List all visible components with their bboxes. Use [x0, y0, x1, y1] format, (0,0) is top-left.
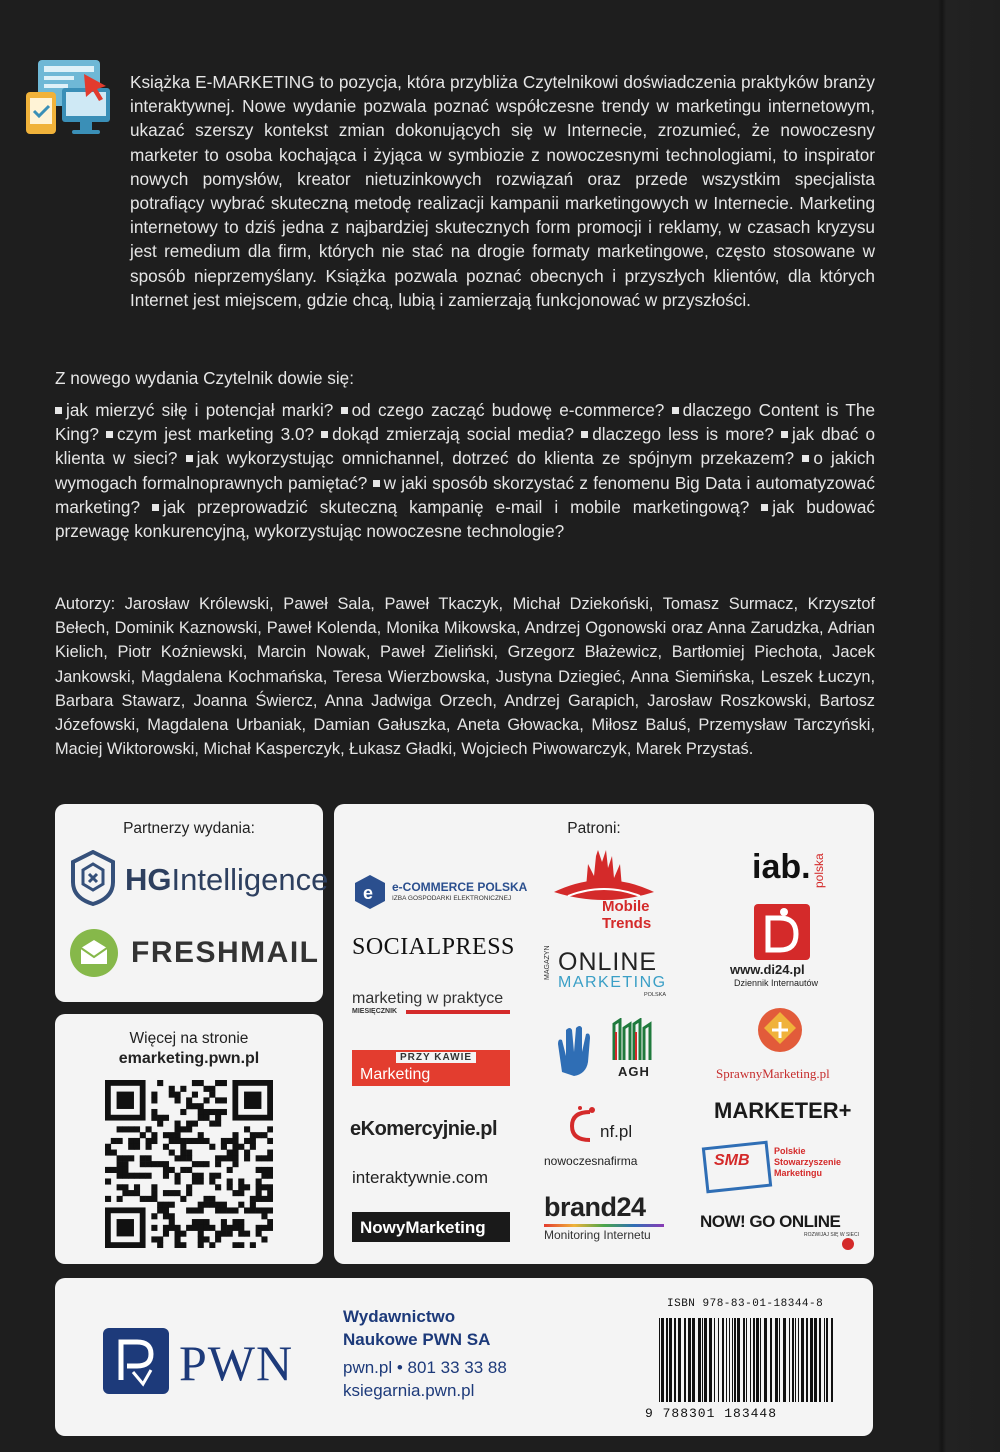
bullet-icon: [106, 431, 113, 438]
nowoczesna-firma-logo: [544, 1154, 637, 1168]
learn-item: jak budować przewagę konkurencyjną, wykorzystując nowoczesne technologie?: [55, 496, 875, 542]
bullet-icon: [802, 455, 809, 462]
learn-list: [55, 398, 875, 543]
sprawny-marketing-logo: SprawnyMarketing.pl: [716, 1066, 830, 1081]
di24-url: www.di24.pl: [730, 962, 805, 977]
book-spine: [938, 0, 1000, 1452]
learn-item: dlaczego less is more?: [592, 424, 782, 445]
qr-code[interactable]: [105, 1080, 273, 1248]
isbn-digits: 9 788301 183448: [645, 1406, 778, 1421]
di24-icon: [754, 904, 810, 960]
learn-item: jak mierzyć siłę i potencjał marki?: [66, 400, 341, 420]
przy-kawie-top: PRZY KAWIE: [396, 1052, 476, 1063]
iab-polska: polska: [812, 853, 826, 888]
learn-heading: Z nowego wydania Czytelnik dowie się:: [55, 368, 355, 388]
mwp-underline: [406, 1010, 510, 1014]
qr-panel: [55, 1014, 323, 1264]
learn-item: dokąd zmierzają social media?: [332, 424, 582, 445]
brand24-stripe: [544, 1224, 664, 1227]
smb-logo: SMB: [714, 1152, 750, 1169]
marketer-plus-logo: MARKETER+: [714, 1098, 852, 1123]
publisher-name-1: Wydawnictwo: [343, 1307, 456, 1326]
bullet-icon: [186, 455, 193, 462]
bullet-icon: [581, 431, 588, 438]
agh-logo: AGH: [618, 1064, 650, 1079]
mwp-sub: MIESIĘCZNIK: [352, 1008, 398, 1015]
pwn-logo-icon: [103, 1328, 169, 1394]
partners-title: Partnerzy wydania:: [123, 820, 255, 837]
svg-text:e: e: [363, 883, 374, 903]
online-polska: POLSKA: [644, 992, 667, 998]
sprawny-marketing-icon: [754, 1004, 806, 1064]
mobile-trends-logo: [602, 898, 651, 932]
iab-text: iab.: [752, 848, 811, 886]
partners-panel: [55, 804, 329, 1002]
socialpress-logo: SOCIALPRESS: [352, 934, 515, 960]
mobile-trends-line2: Trends: [602, 915, 652, 932]
heart-icon: [842, 1238, 854, 1250]
online-logo: ONLINE: [558, 948, 658, 976]
qr-url: emarketing.pwn.pl: [118, 1050, 260, 1067]
learn-item: dlaczego Content is The King?: [55, 400, 876, 445]
now-go-online-sub: ROZWIJAJ SIĘ W SIECI: [804, 1232, 860, 1238]
publisher-shop[interactable]: ksiegarnia.pwn.pl: [343, 1380, 475, 1400]
smb-name: [774, 1146, 841, 1179]
hands-logo-icon: [552, 1022, 600, 1078]
nf-icon: [562, 1104, 602, 1144]
learn-item: czym jest marketing 3.0?: [117, 424, 322, 445]
learn-item: o jakich wymogach formalnoprawnych pamiętać?: [55, 448, 875, 493]
bullet-icon: [152, 504, 159, 511]
bullet-icon: [55, 407, 62, 414]
bullet-icon: [761, 504, 768, 511]
isbn-label: ISBN 978-83-01-18344-8: [667, 1298, 824, 1310]
hg-bold: HG: [125, 862, 172, 897]
hg-rest: Intelligence: [171, 862, 329, 897]
nf-logo: nf.pl: [600, 1122, 633, 1141]
ecommerce-polska-logo: e-COMMERCE POLSKA: [392, 880, 528, 894]
ecommerce-polska-sub: IZBA GOSPODARKI ELEKTRONICZNEJ: [392, 895, 512, 902]
smb-line2: Stowarzyszenie: [774, 1157, 842, 1167]
patrons-panel: [334, 804, 874, 1264]
publisher-contact[interactable]: pwn.pl • 801 33 33 88: [343, 1358, 507, 1377]
smb-line1: Polskie: [774, 1146, 806, 1156]
di24-sub: Dziennik Internautów: [734, 978, 819, 988]
authors-list: Autorzy: Jarosław Królewski, Paweł Sala, Paweł Tkaczyk, Michał Dziekoński, Tomasz Surmacz, Krzysztof Bełech, Dominik Kaznowski, Paweł Kolenda, Monika Mikowska, Andrzej Ogonowski oraz Anna Zarudzka, Adrian Kielich, Piotr Koźniewski, Marcin Nowak, Paweł Zieliński, Grzegorz Błażewicz, Bartłomiej Piechota, Jacek Jankowski, Magdalena Kochmańska, Teresa Wierzbowska, Justyna Dziegieć, Anna Siemińska, Leszek Łuczyn, Barbara Stawarz, Joanna Świercz, Anna Jadwiga Orzech, Andrzej Garapich, Jarosław Roszkowski, Bartosz Józefowski, Magdalena Urbaniak, Damian Gałuszka, Aneta Głowacka, Miłosz Baluś, Przemysław Tarczyński, Maciej Wiktorowski, Michał Kasperczyk, Łukasz Gładki, Wojciech Piwowarczyk, Marek Przystaś.: [55, 595, 875, 759]
qr-more-label: Więcej na stronie: [129, 1030, 249, 1047]
ecommerce-polska-icon: [354, 874, 386, 910]
publisher-panel: [55, 1278, 873, 1436]
bullet-icon: [672, 407, 679, 414]
agh-icon: [610, 1018, 654, 1062]
now-go-online-logo: NOW! GO ONLINE: [700, 1212, 841, 1231]
smb-line3: Marketingu: [774, 1168, 823, 1178]
learn-item: w jaki sposób skorzystać z fenomenu Big Data i automatyzować marketing?: [55, 472, 875, 517]
intro-text: Książka E-MARKETING to pozycja, która przybliża Czytelnikowi doświadczenia praktyków branży interaktywnej. Nowe wydanie pozwala poznać współczesne trendy w marketingu internetowym, ukazać szerszy kontekst zmian dokonujących się w Internecie, zrozumieć, że nowoczesny marketer to osoba kochająca i żyjąca w symbiozie z nowoczesnymi technologiami, to inspirator nowych pomysłów, kreator nietuzinkowych rozwiązań oraz przede wszystkim specjalista potrafiący wybrać skuteczną metodę realizacji kampanii marketingowych w Internecie. Marketing internetowy to dziś jedna z najbardziej skutecznych form promocji i reklamy, w czasach kryzysu jest remedium dla firm, których nie stać na drogie formaty marketingowe, często stosowane w sposób nieprzemyślany. Książka pozwala poznać obecnych i przyszłych klientów, dla których Internet jest miejscem, gdzie chcą, lubią i zamierzają funkcjonować w przyszłości.: [130, 72, 875, 310]
bullet-icon: [321, 431, 328, 438]
hg-intelligence-logo: [125, 862, 328, 898]
online-magazyn: MAGAZYN: [544, 945, 551, 980]
intro-paragraph: [55, 70, 875, 312]
bullet-icon: [341, 407, 348, 414]
barcode: [655, 1318, 837, 1402]
bullet-icon: [373, 480, 380, 487]
hg-shield-icon: [69, 850, 117, 906]
learn-item: od czego zacząć budowę e-commerce?: [351, 400, 672, 420]
patrons-title: Patroni:: [567, 820, 621, 837]
pwn-logo-text: PWN: [179, 1335, 294, 1391]
freshmail-logo: FRESHMAIL: [131, 936, 320, 969]
iab-logo: [752, 848, 811, 887]
brand24-logo: brand24: [544, 1192, 646, 1222]
learn-item: jak przeprowadzić skuteczną kampanię e-mail i mobile marketingową?: [163, 496, 762, 517]
bullet-icon: [781, 431, 788, 438]
freshmail-icon: [69, 928, 119, 978]
online-marketing-logo: MARKETING: [558, 974, 667, 991]
ekomercyjnie-logo: eKomercyjnie.pl: [350, 1118, 498, 1140]
nowymarketing-logo: NowyMarketing: [360, 1218, 486, 1237]
mobile-trends-line1: Mobile: [602, 898, 650, 915]
learn-item: jak wykorzystując omnichannel, dotrzeć do klienta ze spójnym przekazem?: [196, 448, 803, 469]
interaktywnie-logo: interaktywnie.com: [352, 1168, 489, 1187]
nowoczesna-text: nowoczesnafirma: [544, 1154, 638, 1168]
learn-item: jak dbać o klienta w sieci?: [55, 424, 875, 469]
brand24-sub: Monitoring Internetu: [544, 1228, 651, 1242]
publisher-info: [343, 1306, 507, 1402]
marketing-w-praktyce-logo: marketing w praktyce: [352, 990, 504, 1007]
przy-kawie-bottom: Marketing: [360, 1066, 431, 1083]
publisher-name-2: Naukowe PWN SA: [343, 1329, 491, 1349]
